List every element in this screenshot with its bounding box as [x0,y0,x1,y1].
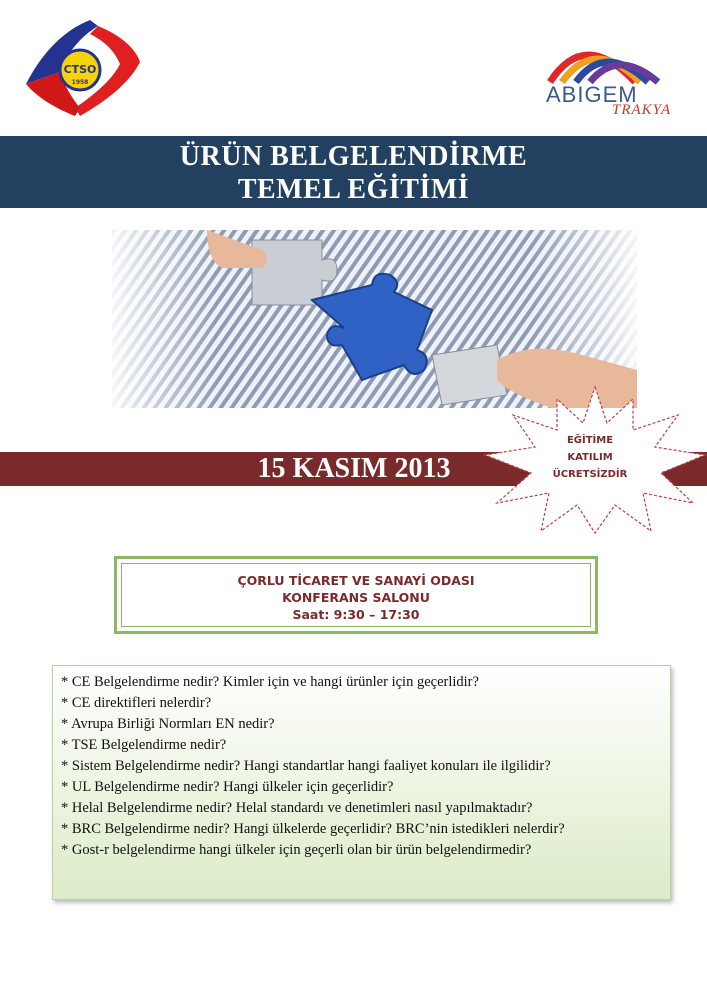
list-item: * TSE Belgelendirme nedir? [61,737,227,753]
list-item: * BRC Belgelendirme nedir? Hangi ülkelerde geçerlidir? BRC’nin istedikleri nelerdir? [61,821,565,837]
list-item: * Sistem Belgelendirme nedir? Hangi standartlar hangi faaliyet konuları ile ilgilidir? [61,758,551,774]
abigem-logo [540,30,690,120]
venue-box [114,556,598,634]
list-item: * CE Belgelendirme nedir? Kimler için ve hangi ürünler için geçerlidir? [61,674,479,690]
questions-list [53,666,670,861]
abigem-subtitle: TRAKYA [612,102,672,118]
free-participation-badge [520,432,660,483]
list-item: * Helal Belgelendirme nedir? Helal standardı ve denetimleri nasıl yapılmaktadır? [61,800,533,816]
list-item: * CE direktifleri nelerdir? [61,695,212,711]
badge-line-1: EĞİTİME [566,435,614,446]
list-item: * Avrupa Birliği Normları EN nedir? [61,716,275,732]
abigem-name: ABIGEM [546,82,638,107]
ctso-badge-year: 1958 [71,79,89,86]
questions-box [52,665,671,900]
puzzle-hands-image [112,230,637,408]
list-item: * UL Belgelendirme nedir? Hangi ülkeler için geçerlidir? [61,779,394,795]
title-line-2: TEMEL EĞİTİMİ [237,174,470,205]
title-banner [0,136,707,208]
venue-hall: KONFERANS SALONU [282,590,430,605]
event-date: 15 KASIM 2013 [257,453,451,484]
venue-inner [121,563,591,627]
badge-line-3: ÜCRETSİZDİR [552,469,628,480]
ctso-logo-icon [20,12,145,124]
abigem-arc-logo-icon [540,30,690,85]
venue-name: ÇORLU TİCARET VE SANAYİ ODASI [237,573,475,588]
title-line-1: ÜRÜN BELGELENDİRME [179,141,528,172]
list-item: * Gost-r belgelendirme hangi ülkeler için geçerli olan bir ürün belgelendirmedir? [61,842,532,858]
ctso-badge-text: CTSO [63,63,97,76]
badge-line-2: KATILIM [567,452,613,463]
venue-time: Saat: 9:30 – 17:30 [292,607,420,622]
